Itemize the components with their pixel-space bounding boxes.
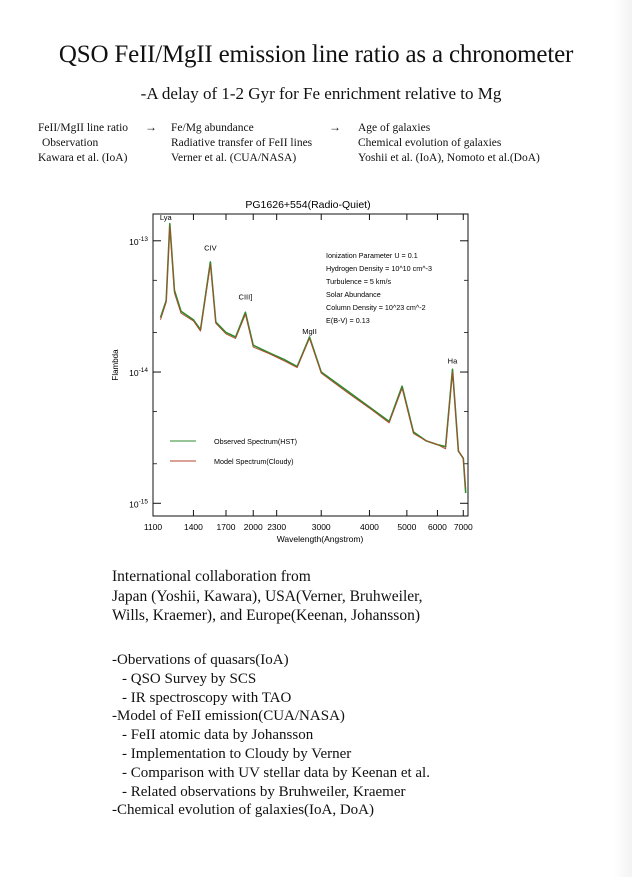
x-tick-label: 5000 bbox=[397, 522, 417, 532]
y-tick-label: $10^{-15}$ bbox=[129, 498, 148, 510]
list-item: - FeII atomic data by Johansson bbox=[122, 727, 314, 744]
list-item: - QSO Survey by SCS bbox=[122, 670, 257, 687]
x-tick-label: 6000 bbox=[427, 522, 447, 532]
paragraph-line: Wills, Kraemer), and Europe(Keenan, Johansson) bbox=[112, 607, 420, 624]
annotation-line: Column Density = 10^23 cm^-2 bbox=[326, 303, 426, 312]
x-tick-label: 2300 bbox=[267, 522, 287, 532]
x-axis-label: Wavelength(Angstrom) bbox=[276, 534, 364, 544]
x-tick-label: 1700 bbox=[216, 522, 236, 532]
list-item: -Chemical evolution of galaxies(IoA, DoA) bbox=[112, 802, 375, 819]
table-cell: FeII/MgII line ratio bbox=[38, 122, 129, 134]
arrow-1: → bbox=[145, 120, 157, 134]
arrow-2: → bbox=[329, 120, 341, 134]
table-cell: Kawara et al. (IoA) bbox=[38, 152, 128, 164]
table-cell: Fe/Mg abundance bbox=[171, 122, 254, 134]
spectrum-chart bbox=[98, 192, 478, 552]
chart-title: PG1626+554(Radio-Quiet) bbox=[245, 199, 371, 211]
table-cell: Age of galaxies bbox=[358, 122, 431, 134]
list-item: - Implementation to Cloudy by Verner bbox=[122, 745, 352, 762]
line-label: CIV bbox=[204, 243, 217, 253]
y-tick-label: $10^{-14}$ bbox=[129, 367, 148, 379]
table-cell: Yoshii et al. (IoA), Nomoto et al.(DoA) bbox=[358, 152, 540, 164]
plot-frame bbox=[153, 214, 468, 516]
table-col-2 bbox=[171, 121, 312, 166]
legend-label: Observed Spectrum(HST) bbox=[214, 437, 298, 446]
slide-title: QSO FeII/MgII emission line ratio as a chronometer bbox=[58, 41, 574, 68]
table-col-1 bbox=[38, 121, 128, 166]
list-item: -Obervations of quasars(IoA) bbox=[112, 652, 289, 668]
y-axis bbox=[129, 236, 468, 509]
x-tick-label: 4000 bbox=[359, 522, 379, 532]
paragraph-line: International collaboration from bbox=[112, 568, 311, 585]
table-cell: Observation bbox=[42, 137, 99, 149]
y-axis-label: Flambda bbox=[111, 349, 120, 381]
x-axis bbox=[144, 214, 473, 532]
table-cell: Chemical evolution of galaxies bbox=[358, 137, 502, 149]
annotation-line: E(B-V) = 0.13 bbox=[326, 316, 370, 325]
annotation-line: Hydrogen Density = 10^10 cm^-3 bbox=[326, 264, 433, 273]
annotation-block bbox=[326, 251, 432, 325]
x-tick-label: 3000 bbox=[311, 522, 331, 532]
table-cell: Radiative transfer of FeII lines bbox=[171, 137, 313, 149]
x-tick-label: 1400 bbox=[183, 522, 203, 532]
slide-subtitle: -A delay of 1-2 Gyr for Fe enrichment relative to Mg bbox=[140, 84, 502, 103]
list-item: -Model of FeII emission(CUA/NASA) bbox=[112, 708, 345, 725]
annotation-line: Ionization Parameter U = 0.1 bbox=[326, 251, 418, 260]
paragraph-line: Japan (Yoshii, Kawara), USA(Verner, Bruhweiler, bbox=[112, 587, 423, 605]
legend-label: Model Spectrum(Cloudy) bbox=[214, 457, 294, 466]
page-edge-shadow bbox=[614, 0, 632, 877]
annotation-line: Solar Abundance bbox=[326, 290, 381, 299]
list-item: - Related observations by Bruhweiler, Kraemer bbox=[122, 783, 406, 800]
line-label: Lya bbox=[159, 212, 172, 222]
bullet-list bbox=[112, 651, 430, 820]
x-tick-label: 7000 bbox=[453, 522, 473, 532]
table-cell: Verner et al. (CUA/NASA) bbox=[171, 152, 297, 164]
line-labels bbox=[160, 213, 458, 365]
list-item: - IR spectroscopy with TAO bbox=[122, 689, 292, 706]
annotation-line: Turbulence = 5 km/s bbox=[326, 277, 392, 286]
x-tick-label: 1100 bbox=[143, 522, 163, 532]
y-tick-label: $10^{-13}$ bbox=[129, 235, 148, 247]
line-label: Ha bbox=[447, 356, 458, 366]
line-label: MgII bbox=[302, 327, 317, 337]
line-label: CIII] bbox=[238, 292, 253, 302]
legend bbox=[170, 437, 297, 466]
list-item: - Comparison with UV stellar data by Keenan et al. bbox=[122, 764, 430, 781]
collaboration-paragraph bbox=[112, 567, 423, 626]
x-tick-label: 2000 bbox=[243, 522, 263, 532]
table-col-3 bbox=[358, 121, 540, 166]
